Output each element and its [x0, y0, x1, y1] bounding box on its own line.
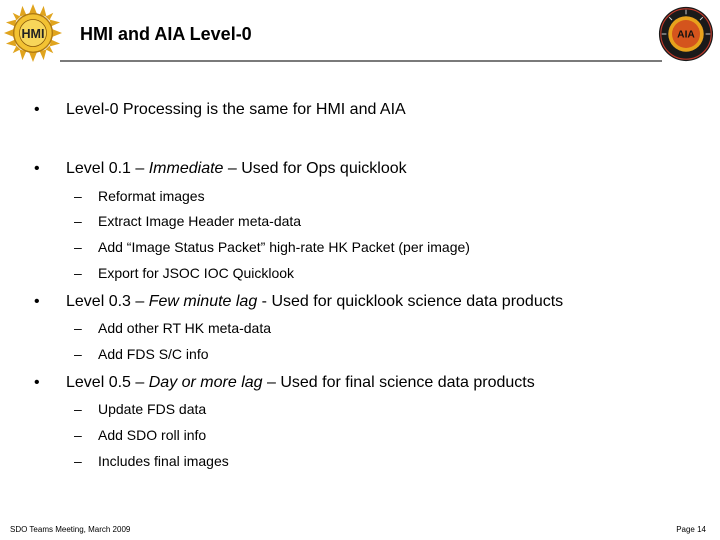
bullet-marker: • — [34, 374, 40, 391]
title-divider — [60, 60, 662, 62]
aia-logo — [658, 5, 714, 63]
bullet-text: Level 0.5 – Day or more lag – Used for final science data products — [66, 374, 535, 391]
bullet-marker: • — [34, 101, 40, 118]
svg-text:AIA: AIA — [677, 29, 695, 41]
bullet-text: Level 0.3 – Few minute lag - Used for quicklook science data products — [66, 293, 564, 310]
bullet-text: Level-0 Processing is the same for HMI and AIA — [66, 101, 406, 118]
footer-meeting: SDO Teams Meeting, March 2009 — [10, 525, 131, 534]
bullet-marker: • — [34, 160, 40, 177]
bullet-marker: • — [34, 293, 40, 310]
footer-page-number: Page 14 — [676, 525, 706, 534]
hmi-logo — [4, 3, 62, 63]
bullet-text: Level 0.1 – Immediate – Used for Ops quicklook — [66, 160, 407, 177]
slide-title: HMI and AIA Level-0 — [80, 24, 252, 44]
svg-text:HMI: HMI — [21, 26, 45, 41]
